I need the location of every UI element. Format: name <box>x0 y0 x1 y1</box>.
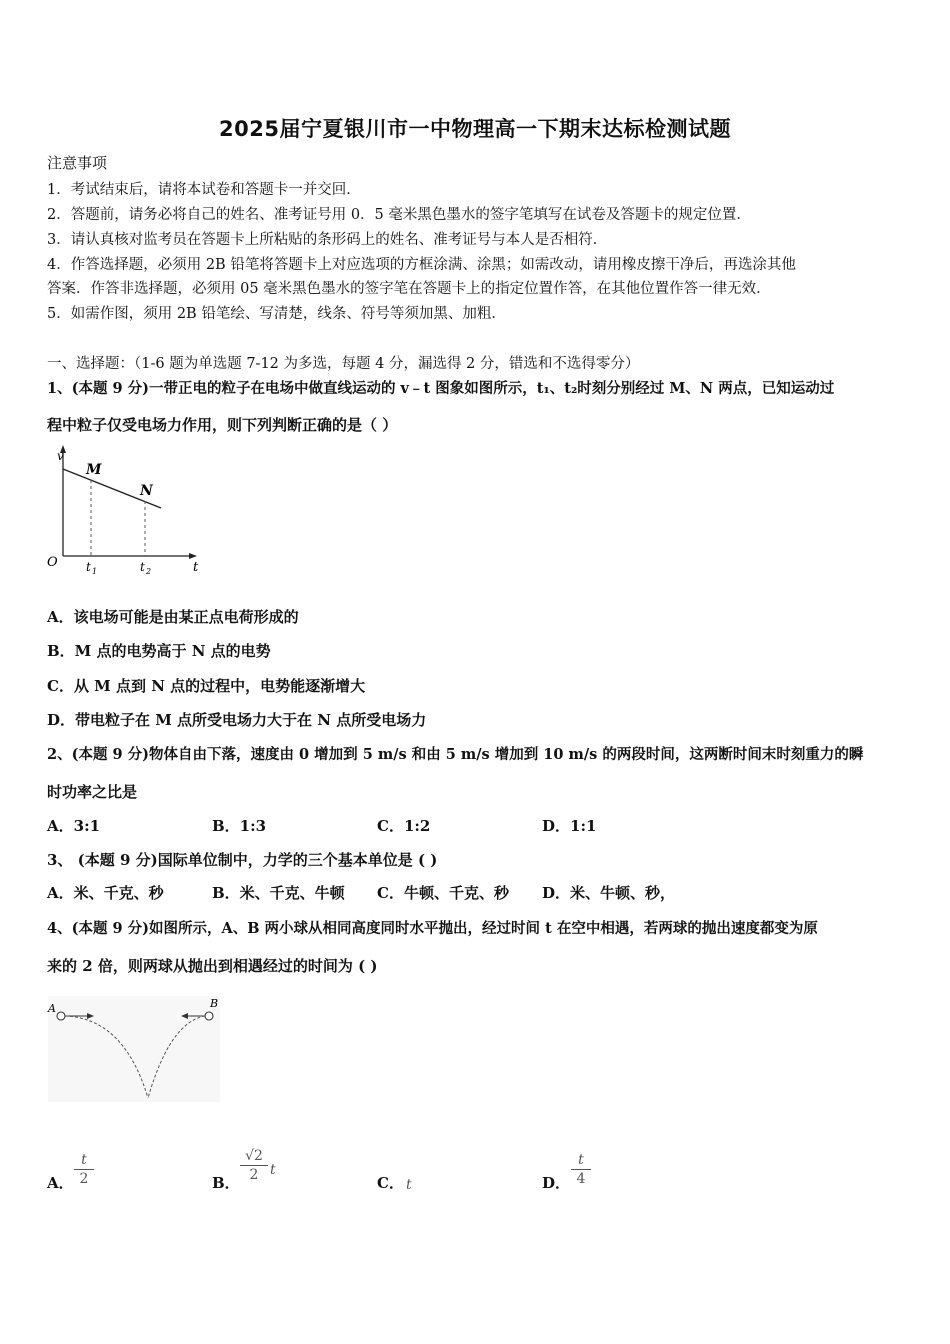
fraction-bar <box>240 1165 268 1166</box>
option-c: C． <box>377 1174 404 1192</box>
fraction-bar <box>571 1169 591 1170</box>
t2-label: t <box>140 560 145 574</box>
v-label: v <box>57 449 64 463</box>
ball-b-label: B <box>210 997 219 1010</box>
ball-b <box>205 1012 213 1020</box>
option-a: A．米、千克、秒 <box>47 884 164 902</box>
t-axis-label: t <box>193 560 199 575</box>
ball-a-label: A <box>48 1002 56 1015</box>
m-label: M <box>86 462 102 478</box>
question-4-stem-cont: 来的 2 倍，则两球从抛出到相遇经过的时间为 ( ) <box>47 957 378 975</box>
option-b: B．M 点的电势高于 N 点的电势 <box>47 642 271 660</box>
option-b: B． <box>212 1174 240 1192</box>
option-d: D．米、牛顿、秒， <box>542 884 676 902</box>
option-d: D． <box>542 1174 571 1192</box>
option-c: C．从 M 点到 N 点的过程中，电势能逐渐增大 <box>47 677 366 695</box>
section-heading: 一、选择题：（1-6 题为单选题 7-12 为多选，每题 4 分，漏选得 2 分，错选和不选得零分） <box>47 356 640 372</box>
option-a: A．该电场可能是由某正点电荷形成的 <box>47 608 299 626</box>
question-1-stem-cont: 程中粒子仅受电场力作用，则下列判断正确的是（ ） <box>47 416 398 434</box>
origin-label: O <box>47 555 58 570</box>
t1-subscript: 1 <box>92 567 98 576</box>
figure-background <box>48 996 220 1102</box>
numerator: t <box>81 1152 87 1168</box>
question-2-stem-cont: 时功率之比是 <box>47 783 138 801</box>
question-2-stem: 2、(本题 9 分)物体自由下落，速度由 0 增加到 5 m/s 和由 5 m/s 增加到 10 m/s 的两段时间，这两断时间末时刻重力的瞬 <box>47 746 864 763</box>
option-d: D．1:1 <box>542 817 597 835</box>
option-d: D．带电粒子在 M 点所受电场力大于在 N 点所受电场力 <box>47 711 427 729</box>
notice-heading: 注意事项 <box>47 154 108 172</box>
vt-graph <box>40 440 220 580</box>
denominator: 4 <box>576 1171 586 1187</box>
ball-a <box>57 1012 65 1020</box>
fraction-t-over-2 <box>74 1152 94 1187</box>
n-label: N <box>140 483 153 499</box>
t-variable: t <box>406 1177 412 1193</box>
notice-item: 4．作答选择题，必须用 2B 铅笔将答题卡上对应选项的方框涂满、涂黑；如需改动，请用橡皮擦干净后，再选涂其他 <box>47 257 796 273</box>
option-a: A． <box>47 1174 74 1192</box>
numerator: t <box>578 1152 584 1168</box>
projectile-figure <box>44 994 224 1106</box>
denominator: 2 <box>79 1171 89 1187</box>
option-b: B．1:3 <box>212 817 267 835</box>
fraction-t-over-4 <box>571 1152 591 1187</box>
page-title: 2025届宁夏银川市一中物理高一下期末达标检测试题 <box>219 117 731 141</box>
option-c: C．牛顿、千克、秒 <box>377 884 509 902</box>
option-c: C．1:2 <box>377 817 431 835</box>
t2-subscript: 2 <box>146 567 152 576</box>
notice-item: 3．请认真核对监考员在答题卡上所粘贴的条形码上的姓名、准考证号与本人是否相符． <box>47 232 608 248</box>
notice-item: 答案．作答非选择题，必须用 05 毫米黑色墨水的签字笔在答题卡上的指定位置作答，在其他位置作答一律无效． <box>47 281 771 297</box>
numerator: √2 <box>245 1148 263 1164</box>
option-a: A．3:1 <box>47 817 101 835</box>
fraction-sqrt2-over-2 <box>240 1148 268 1183</box>
notice-item: 2．答题前，请务必将自己的姓名、准考证号用 0．5 毫米黑色墨水的签字笔填写在试卷及答题卡的规定位置． <box>47 207 751 223</box>
question-4-stem: 4、(本题 9 分)如图所示，A、B 两小球从相同高度同时水平抛出，经过时间 t 在空中相遇，若两球的抛出速度都变为原 <box>47 920 818 937</box>
option-b: B．米、千克、牛顿 <box>212 884 345 902</box>
t-axis-arrow <box>189 553 197 559</box>
question-3-stem: 3、 (本题 9 分)国际单位制中，力学的三个基本单位是 ( ) <box>47 851 438 869</box>
question-1-stem: 1、(本题 9 分)一带正电的粒子在电场中做直线运动的 v﹣t 图象如图所示，t₁、t₂时刻分别经过 M、N 两点，已知运动过 <box>47 380 835 397</box>
fraction-bar <box>74 1169 94 1170</box>
t1-label: t <box>86 560 91 574</box>
notice-item: 1．考试结束后，请将本试卷和答题卡一并交回． <box>47 182 361 198</box>
denominator: 2 <box>249 1167 259 1183</box>
t-variable: t <box>270 1162 276 1178</box>
notice-item: 5．如需作图，须用 2B 铅笔绘、写清楚，线条、符号等须加黑、加粗． <box>47 306 506 322</box>
